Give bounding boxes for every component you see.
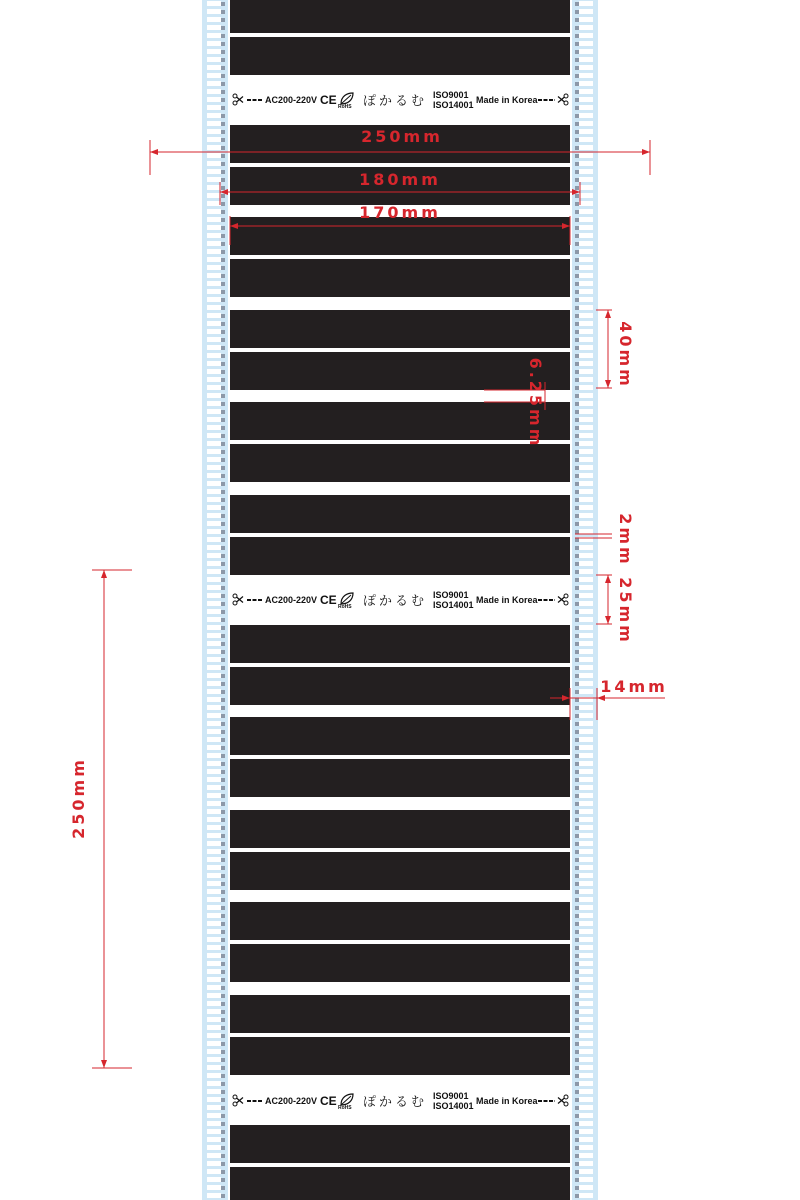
dim-strip-gap: 6.25mm bbox=[526, 357, 545, 449]
rohs-label: RoHS bbox=[338, 1105, 352, 1111]
voltage-label: AC200-220V bbox=[265, 1096, 318, 1106]
iso9001-label: ISO9001 bbox=[433, 90, 469, 100]
brand-name: ぽかるむ bbox=[363, 594, 428, 609]
iso14001-label: ISO14001 bbox=[433, 600, 474, 610]
carbon-strip bbox=[230, 402, 570, 440]
rohs-label: RoHS bbox=[338, 604, 352, 610]
dim-bar-gap: 2mm bbox=[616, 513, 635, 567]
rohs-label: RoHS bbox=[338, 104, 352, 110]
carbon-strip bbox=[230, 352, 570, 390]
ce-mark: CE bbox=[320, 593, 337, 607]
dim-strip-pitch: 40mm bbox=[616, 321, 635, 389]
dim-label-band: 25mm bbox=[616, 577, 635, 645]
carbon-strip bbox=[230, 1167, 570, 1200]
dim-segment-length: 250mm bbox=[69, 757, 88, 839]
iso14001-label: ISO14001 bbox=[433, 1101, 474, 1111]
carbon-strip bbox=[230, 759, 570, 797]
carbon-strip bbox=[230, 537, 570, 575]
voltage-label: AC200-220V bbox=[265, 595, 318, 605]
carbon-strip bbox=[230, 944, 570, 982]
iso14001-label: ISO14001 bbox=[433, 100, 474, 110]
dim-rail-width: 14mm bbox=[600, 677, 668, 696]
dim-total-width: 250mm bbox=[361, 127, 443, 146]
dim-strip-width: 170mm bbox=[359, 203, 441, 222]
origin-label: Made in Korea bbox=[476, 1096, 538, 1106]
dim-film-width: 180mm bbox=[359, 170, 441, 189]
iso9001-label: ISO9001 bbox=[433, 590, 469, 600]
carbon-strip bbox=[230, 852, 570, 890]
brand-name: ぽかるむ bbox=[363, 1095, 428, 1110]
carbon-strip bbox=[230, 717, 570, 755]
carbon-strip bbox=[230, 37, 570, 75]
carbon-strip bbox=[230, 1125, 570, 1163]
carbon-strip bbox=[230, 310, 570, 348]
right-rail bbox=[572, 0, 598, 1200]
carbon-strip bbox=[230, 902, 570, 940]
brand-name: ぽかるむ bbox=[363, 94, 428, 109]
iso9001-label: ISO9001 bbox=[433, 1091, 469, 1101]
carbon-strip bbox=[230, 1037, 570, 1075]
carbon-strip bbox=[230, 995, 570, 1033]
carbon-strip bbox=[230, 667, 570, 705]
carbon-strip bbox=[230, 625, 570, 663]
origin-label: Made in Korea bbox=[476, 95, 538, 105]
carbon-strip bbox=[230, 444, 570, 482]
carbon-strip bbox=[230, 0, 570, 33]
carbon-strip bbox=[230, 810, 570, 848]
origin-label: Made in Korea bbox=[476, 595, 538, 605]
left-rail bbox=[202, 0, 228, 1200]
carbon-strip bbox=[230, 217, 570, 255]
ce-mark: CE bbox=[320, 1094, 337, 1108]
ce-mark: CE bbox=[320, 93, 337, 107]
voltage-label: AC200-220V bbox=[265, 95, 318, 105]
carbon-strip bbox=[230, 495, 570, 533]
carbon-strip bbox=[230, 259, 570, 297]
